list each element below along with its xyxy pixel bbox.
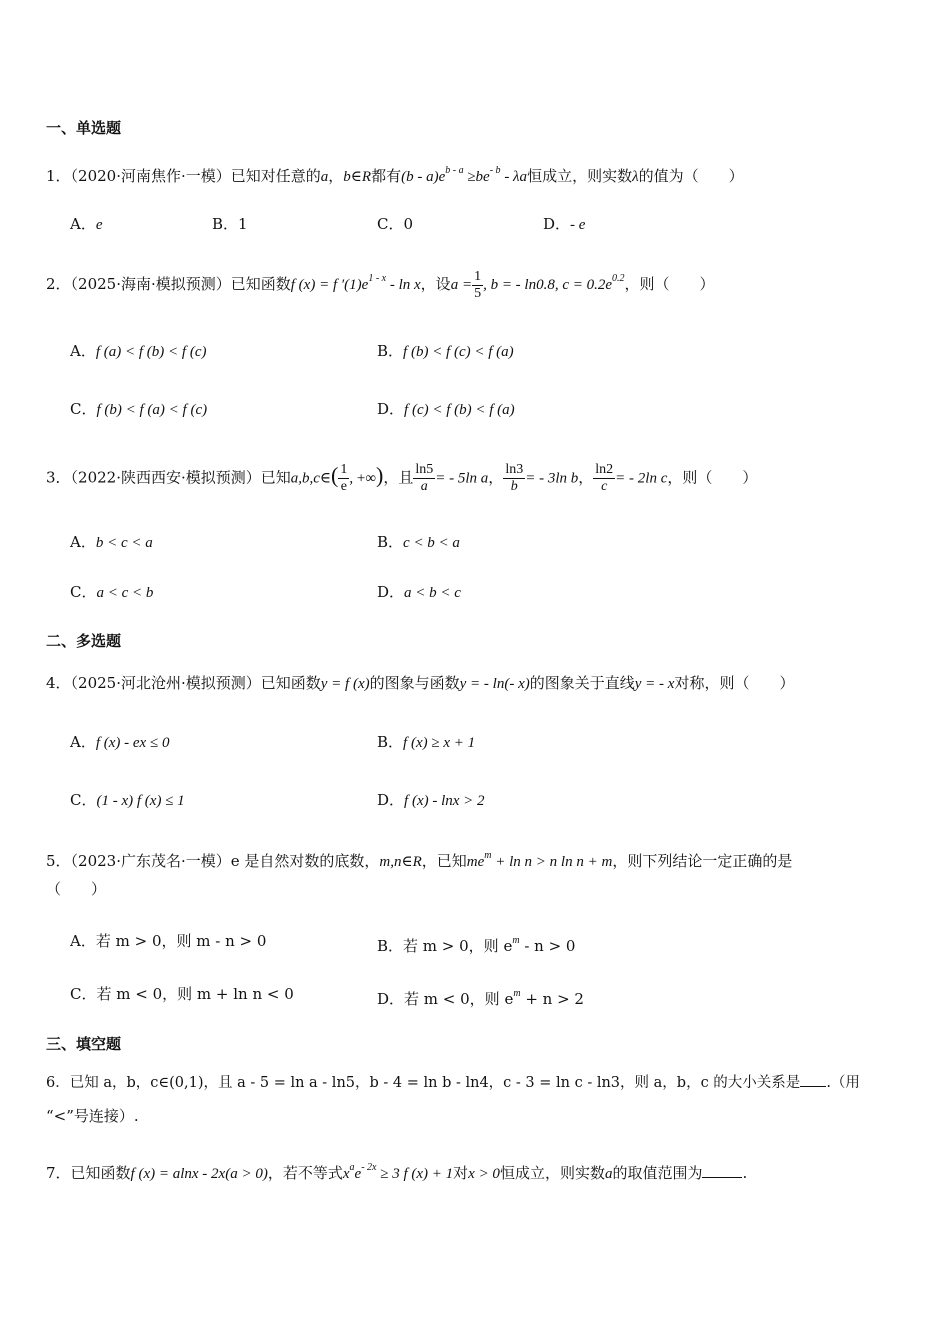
q1-option-d[interactable]: D．- e xyxy=(543,215,586,233)
q1-option-b[interactable]: B．1 xyxy=(212,215,248,233)
q1-option-c[interactable]: C．0 xyxy=(377,215,414,233)
q4-option-d[interactable]: D．f (x) - lnx > 2 xyxy=(377,791,485,809)
q3-option-a[interactable]: A．b < c < a xyxy=(70,533,153,551)
q5-option-a[interactable]: A．若 m > 0，则 m - n > 0 xyxy=(70,932,267,950)
question-7-stem: 7．已知函数f (x) = alnx - 2x(a > 0)，若不等式$x^ae^{- 2x} \ge 3$ f (x) + 1对x > 0恒成立，则实数a的取值范围为 . xyxy=(46,1162,748,1182)
math-function-f: f (x) = f $'(1)e^{1 - x}$ - ln x xyxy=(290,273,421,293)
answer-blank-q7[interactable] xyxy=(702,1163,742,1178)
q5-option-b[interactable]: B．若 m > 0，则 $e^m - n > 0$ xyxy=(377,935,576,955)
section-title-fill-blank: 三、填空题 xyxy=(46,1035,122,1053)
q3-option-b[interactable]: B．c < b < a xyxy=(377,533,460,551)
fraction-one-over-e: $\frac{1}{e}$ xyxy=(340,462,348,494)
q4-option-a[interactable]: A．f (x) - ex ≤ 0 xyxy=(70,733,170,751)
section-title-single-choice: 一、单选题 xyxy=(46,119,122,137)
q2-option-d[interactable]: D．f (c) < f (b) < f (a) xyxy=(377,400,515,418)
math-inequality: $(b - a)e^{b - a} \ge be^{- b} - \lambda a$ xyxy=(401,165,528,185)
fraction-ln5-a: $\frac{\ln 5}{a}$ xyxy=(415,462,434,494)
question-5-paren: （ ） xyxy=(46,880,107,898)
question-3-stem: 3．（2022·陕西西安·模拟预测）已知a,b,c∈( $\frac{1}{e}$ , +∞)，且 $\frac{\ln 5}{a}$ = - 5ln a， $\frac{\ln 3}{b}$ = - 3ln b， $\frac{\ln 2}{c}$ = - 2ln c，则（ ） xyxy=(46,462,758,494)
fraction-ln2-c: $\frac{\ln 2}{c}$ xyxy=(595,462,614,494)
answer-blank-q6[interactable] xyxy=(800,1072,826,1087)
q2-option-b[interactable]: B．f (b) < f (c) < f (a) xyxy=(377,342,514,360)
fraction-ln3-b: $\frac{\ln 3}{b}$ xyxy=(505,462,524,494)
question-5-stem: 5．（2023·广东茂名·一模）e 是自然对数的底数，m,n∈R，已知$me^m + \ln n > n$ ln n + m，则下列结论一定正确的是 xyxy=(46,850,793,870)
q5-option-d[interactable]: D．若 m < 0，则 $e^m + n > 2$ xyxy=(377,988,584,1008)
q3-option-d[interactable]: D．a < b < c xyxy=(377,583,461,601)
question-1-stem: 1．（2020·河南焦作·一模）已知对任意的a，b∈R都有$(b - a)e^{b - a} \ge be^{- b} - \lambda a$恒成立，则实数λ的值为（ ） xyxy=(46,165,744,185)
math-b-in-r: b∈R xyxy=(343,169,372,185)
question-6-stem: 6．已知 a，b，c∈(0,1)，且 a - 5 = ln a - ln5，b - 4 = ln b - ln4，c - 3 = ln c - ln3，则 a，b，c 的大小关系是 .（用 xyxy=(46,1072,890,1094)
q1-option-a[interactable]: A．e xyxy=(70,215,103,233)
q2-option-c[interactable]: C．f (b) < f (a) < f (c) xyxy=(70,400,208,418)
question-2-stem: 2．（2025·海南·模拟预测）已知函数f (x) = f $'(1)e^{1 - x}$ - ln x，设a = $\frac{1}{5}$ , b = - ln0.8, $c = 0.2e^{0.2}$，则（ ） xyxy=(46,268,715,301)
q5-option-c[interactable]: C．若 m < 0，则 m + ln n < 0 xyxy=(70,985,294,1003)
question-6-line2: “<”号连接）. xyxy=(46,1107,139,1125)
fraction-one-fifth: $\frac{1}{5}$ xyxy=(474,268,482,301)
q4-option-b[interactable]: B．f (x) ≥ x + 1 xyxy=(377,733,476,751)
math-b-c-defs: , b = - ln0.8, $c = 0.2e^{0.2}$ xyxy=(483,273,625,293)
question-4-stem: 4．（2025·河北沧州·模拟预测）已知函数y = f (x)的图象与函数y = - ln(- x)的图象关于直线y = - x对称，则（ ） xyxy=(46,674,795,692)
q3-option-c[interactable]: C．a < c < b xyxy=(70,583,154,601)
q4-option-c[interactable]: C．(1 - x) f (x) ≤ 1 xyxy=(70,791,185,809)
q2-option-a[interactable]: A．f (a) < f (b) < f (c) xyxy=(70,342,207,360)
section-title-multiple-choice: 二、多选题 xyxy=(46,632,122,650)
